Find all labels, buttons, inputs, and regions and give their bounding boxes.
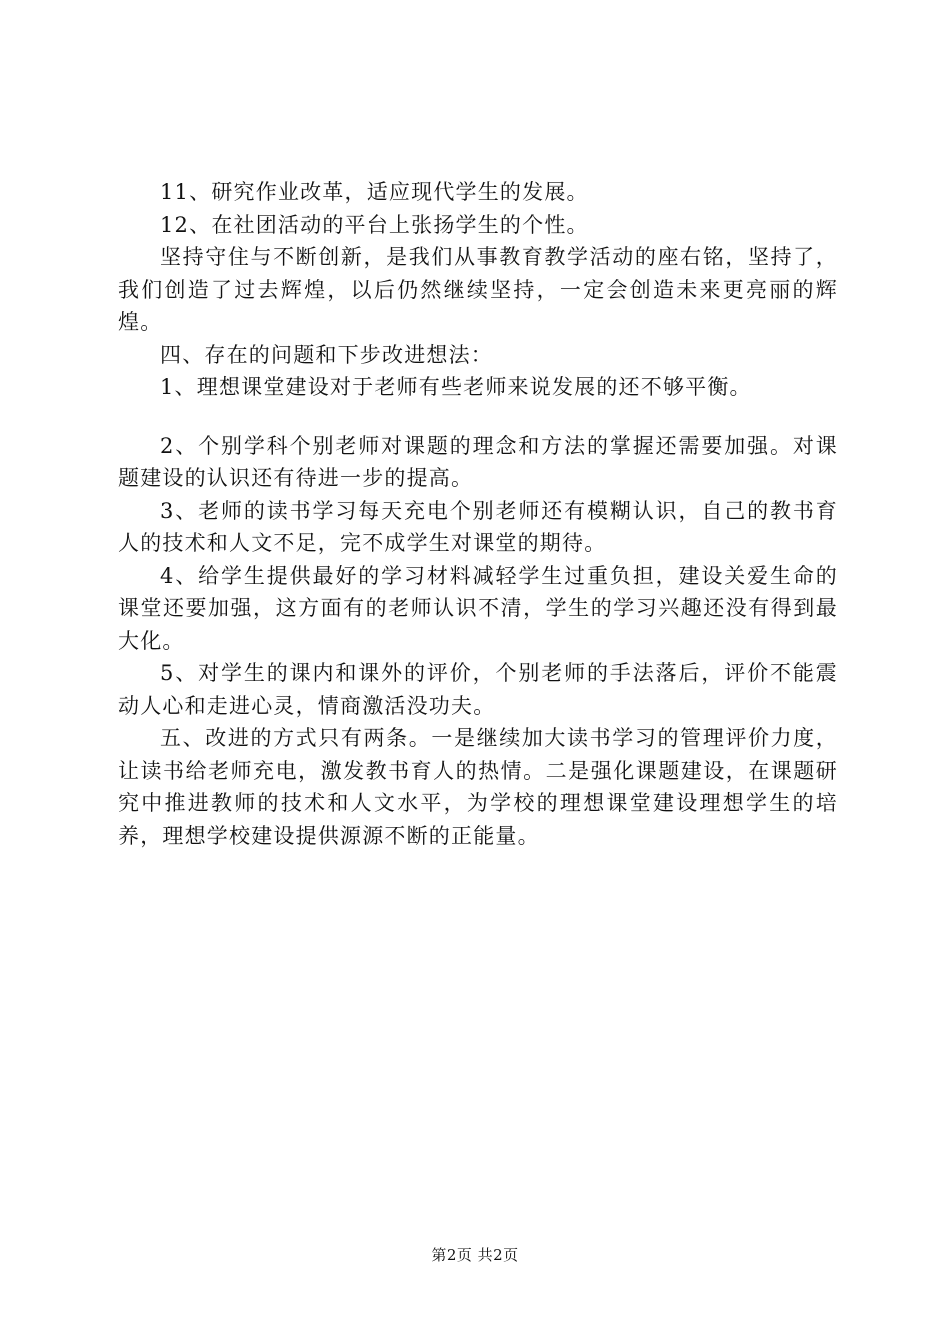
document-body: [118, 176, 838, 852]
problem-item-5: 5、对学生的课内和课外的评价，个别老师的手法落后，评价不能震动人心和走进心灵，情商激活没功夫。: [118, 661, 838, 718]
paragraph-item-12: 12、在社团活动的平台上张扬学生的个性。: [160, 212, 589, 237]
page-number-footer: 第2页 共2页: [431, 1246, 519, 1264]
problem-item-3: 3、老师的读书学习每天充电个别老师还有模糊认识，自己的教书育人的技术和人文不足，完不成学生对课堂的期待。: [118, 498, 838, 555]
problem-item-4: 4、给学生提供最好的学习材料减轻学生过重负担，建设关爱生命的课堂还要加强，这方面有的老师认识不清，学生的学习兴趣还没有得到最大化。: [118, 563, 838, 653]
section-improvement: 五、改进的方式只有两条。一是继续加大读书学习的管理评价力度，让读书给老师充电，激发教书育人的热情。二是强化课题建设，在课题研究中推进教师的技术和人文水平，为学校的理想课堂建设理想学生的培养，理想学校建设提供源源不断的正能量。: [118, 726, 838, 848]
paragraph-item-11: 11、研究作业改革，适应现代学生的发展。: [160, 180, 589, 204]
section-heading-problems: 四、存在的问题和下步改进想法：: [160, 342, 493, 367]
problem-item-1: 1、理想课堂建设对于老师有些老师来说发展的还不够平衡。: [160, 375, 752, 399]
paragraph-spacer: [118, 404, 838, 430]
paragraph-persistence: 坚持守住与不断创新，是我们从事教育教学活动的座右铭，坚持了，我们创造了过去辉煌，以后仍然继续坚持，一定会创造未来更亮丽的辉煌。: [118, 245, 838, 334]
problem-item-2: 2、个别学科个别老师对课题的理念和方法的掌握还需要加强。对课题建设的认识还有待进一步的提高。: [118, 433, 838, 490]
